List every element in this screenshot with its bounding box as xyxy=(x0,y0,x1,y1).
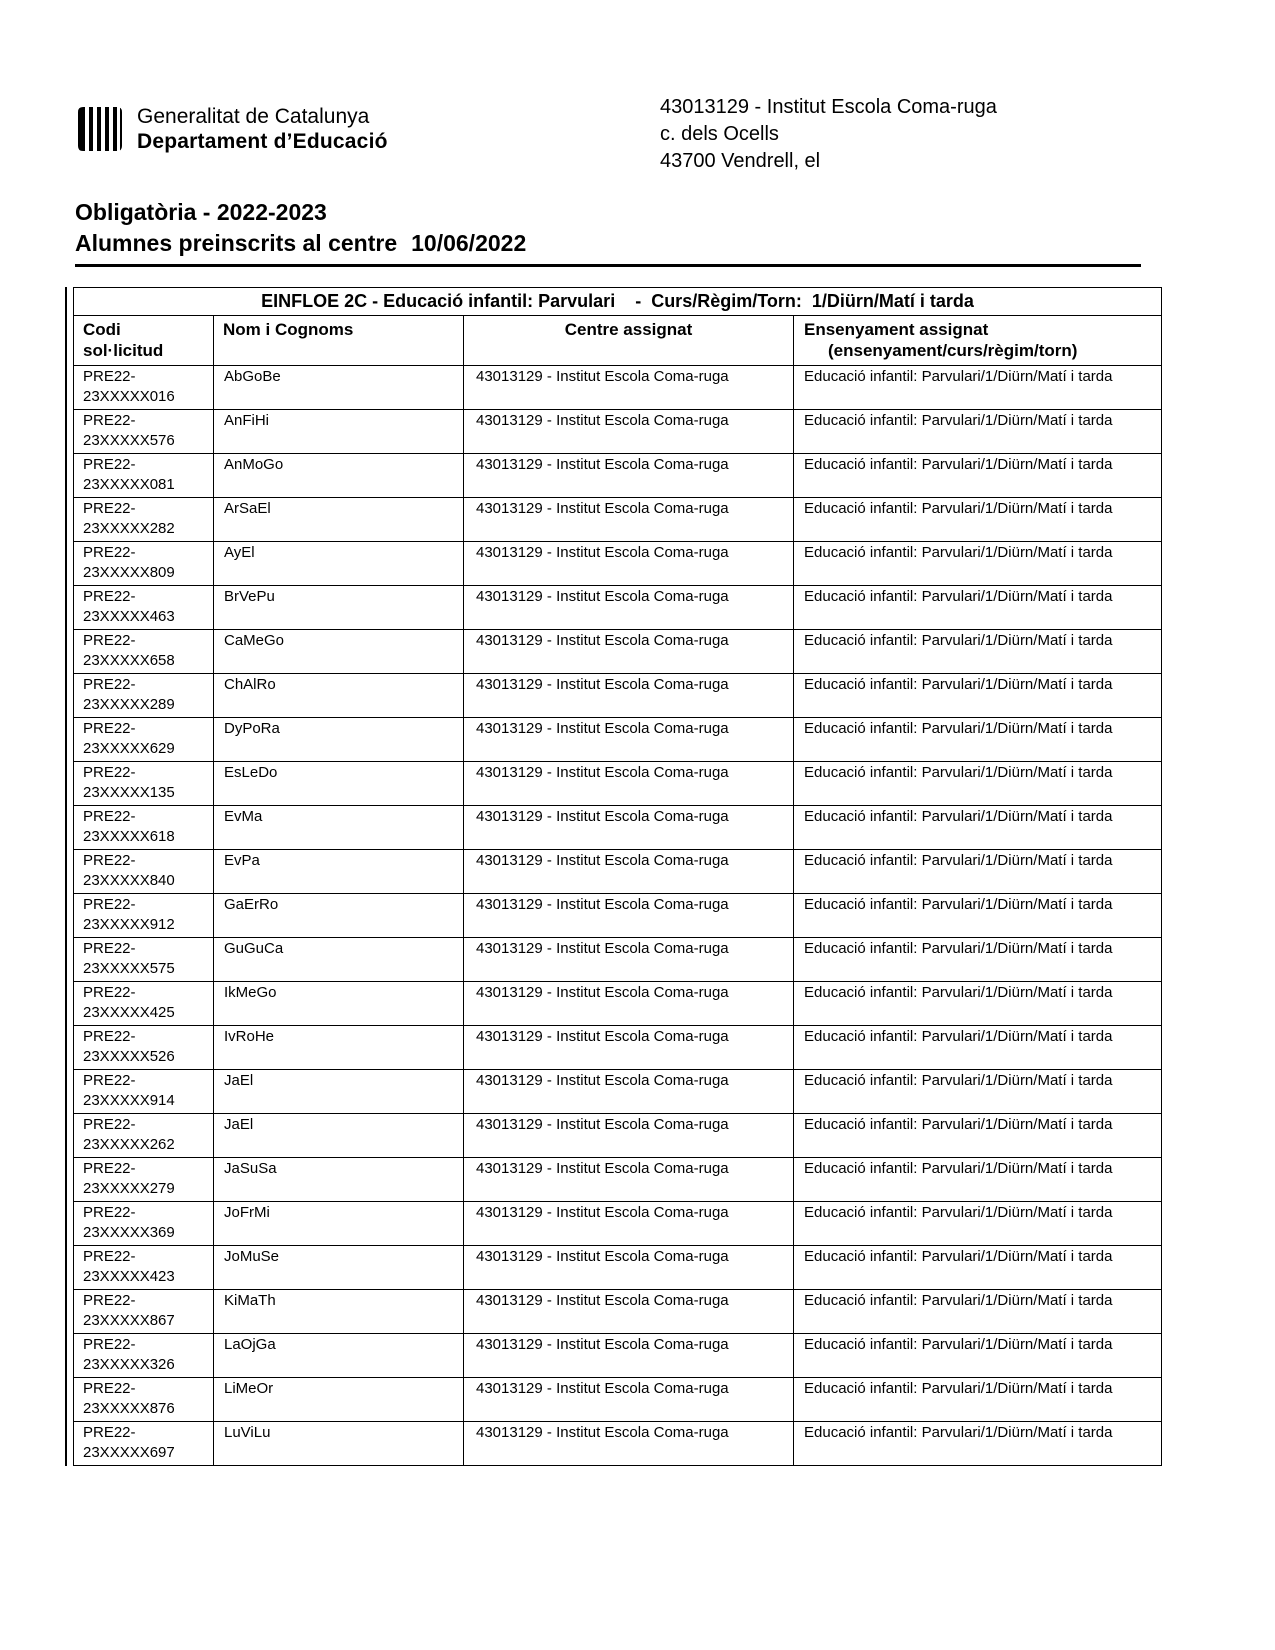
cell-ensenyament: Educació infantil: Parvulari/1/Diürn/Matí i tarda xyxy=(794,498,1162,542)
cell-codi: PRE22- 23XXXXX526 xyxy=(74,1026,214,1070)
table-body xyxy=(74,366,1162,1466)
cell-centre: 43013129 - Institut Escola Coma-ruga xyxy=(464,1114,794,1158)
cell-centre: 43013129 - Institut Escola Coma-ruga xyxy=(464,894,794,938)
cell-centre: 43013129 - Institut Escola Coma-ruga xyxy=(464,498,794,542)
cell-centre: 43013129 - Institut Escola Coma-ruga xyxy=(464,410,794,454)
cell-codi: PRE22- 23XXXXX697 xyxy=(74,1422,214,1466)
cell-ensenyament: Educació infantil: Parvulari/1/Diürn/Matí i tarda xyxy=(794,1202,1162,1246)
table-row xyxy=(74,1114,1162,1158)
title-date: 10/06/2022 xyxy=(411,230,527,256)
cell-ensenyament: Educació infantil: Parvulari/1/Diürn/Matí i tarda xyxy=(794,1290,1162,1334)
table-row xyxy=(74,894,1162,938)
cell-ensenyament: Educació infantil: Parvulari/1/Diürn/Matí i tarda xyxy=(794,410,1162,454)
students-table xyxy=(73,287,1162,1466)
table-row xyxy=(74,1334,1162,1378)
cell-ensenyament: Educació infantil: Parvulari/1/Diürn/Matí i tarda xyxy=(794,982,1162,1026)
cell-ensenyament: Educació infantil: Parvulari/1/Diürn/Matí i tarda xyxy=(794,718,1162,762)
cell-ensenyament: Educació infantil: Parvulari/1/Diürn/Matí i tarda xyxy=(794,1158,1162,1202)
generalitat-logo-icon xyxy=(75,104,125,154)
cell-centre: 43013129 - Institut Escola Coma-ruga xyxy=(464,366,794,410)
table-row xyxy=(74,630,1162,674)
table-row xyxy=(74,806,1162,850)
cell-nom: AbGoBe xyxy=(214,366,464,410)
school-address-block xyxy=(660,94,997,175)
col-header-ensenyament: Ensenyament assignat (ensenyament/curs/règim/torn) xyxy=(794,316,1162,366)
cell-centre: 43013129 - Institut Escola Coma-ruga xyxy=(464,586,794,630)
cell-centre: 43013129 - Institut Escola Coma-ruga xyxy=(464,1378,794,1422)
table-row xyxy=(74,366,1162,410)
cell-ensenyament: Educació infantil: Parvulari/1/Diürn/Matí i tarda xyxy=(794,542,1162,586)
table-row xyxy=(74,674,1162,718)
cell-ensenyament: Educació infantil: Parvulari/1/Diürn/Matí i tarda xyxy=(794,674,1162,718)
cell-centre: 43013129 - Institut Escola Coma-ruga xyxy=(464,982,794,1026)
cell-centre: 43013129 - Institut Escola Coma-ruga xyxy=(464,1202,794,1246)
cell-codi: PRE22- 23XXXXX423 xyxy=(74,1246,214,1290)
title-line1: Obligatòria - 2022-2023 xyxy=(75,199,327,225)
cell-codi: PRE22- 23XXXXX463 xyxy=(74,586,214,630)
table-row xyxy=(74,1026,1162,1070)
cell-ensenyament: Educació infantil: Parvulari/1/Diürn/Matí i tarda xyxy=(794,1070,1162,1114)
cell-centre: 43013129 - Institut Escola Coma-ruga xyxy=(464,542,794,586)
table-row xyxy=(74,410,1162,454)
cell-nom: EvPa xyxy=(214,850,464,894)
cell-nom: IvRoHe xyxy=(214,1026,464,1070)
cell-ensenyament: Educació infantil: Parvulari/1/Diürn/Matí i tarda xyxy=(794,1422,1162,1466)
table-group-header-row xyxy=(74,288,1162,316)
table-row xyxy=(74,1202,1162,1246)
table-row xyxy=(74,1246,1162,1290)
cell-ensenyament: Educació infantil: Parvulari/1/Diürn/Matí i tarda xyxy=(794,1114,1162,1158)
cell-codi: PRE22- 23XXXXX262 xyxy=(74,1114,214,1158)
cell-centre: 43013129 - Institut Escola Coma-ruga xyxy=(464,806,794,850)
table-row xyxy=(74,1422,1162,1466)
school-code-name: 43013129 - Institut Escola Coma-ruga xyxy=(660,96,997,118)
cell-codi: PRE22- 23XXXXX867 xyxy=(74,1290,214,1334)
cell-centre: 43013129 - Institut Escola Coma-ruga xyxy=(464,1334,794,1378)
cell-codi: PRE22- 23XXXXX279 xyxy=(74,1158,214,1202)
title-block xyxy=(75,198,1141,267)
cell-codi: PRE22- 23XXXXX618 xyxy=(74,806,214,850)
cell-ensenyament: Educació infantil: Parvulari/1/Diürn/Matí i tarda xyxy=(794,586,1162,630)
cell-nom: AyEl xyxy=(214,542,464,586)
cell-ensenyament: Educació infantil: Parvulari/1/Diürn/Matí i tarda xyxy=(794,1026,1162,1070)
table-row xyxy=(74,850,1162,894)
cell-nom: DyPoRa xyxy=(214,718,464,762)
cell-ensenyament: Educació infantil: Parvulari/1/Diürn/Matí i tarda xyxy=(794,1378,1162,1422)
cell-ensenyament: Educació infantil: Parvulari/1/Diürn/Matí i tarda xyxy=(794,630,1162,674)
col-header-centre: Centre assignat xyxy=(464,316,794,366)
table-row xyxy=(74,1378,1162,1422)
cell-nom: JaSuSa xyxy=(214,1158,464,1202)
cell-ensenyament: Educació infantil: Parvulari/1/Diürn/Matí i tarda xyxy=(794,850,1162,894)
cell-nom: IkMeGo xyxy=(214,982,464,1026)
cell-nom: JoMuSe xyxy=(214,1246,464,1290)
cell-nom: EsLeDo xyxy=(214,762,464,806)
table-row xyxy=(74,938,1162,982)
table-row xyxy=(74,542,1162,586)
cell-nom: GaErRo xyxy=(214,894,464,938)
org-name-line2: Departament d’Educació xyxy=(137,130,388,153)
cell-codi: PRE22- 23XXXXX016 xyxy=(74,366,214,410)
cell-centre: 43013129 - Institut Escola Coma-ruga xyxy=(464,454,794,498)
table-row xyxy=(74,1290,1162,1334)
cell-codi: PRE22- 23XXXXX326 xyxy=(74,1334,214,1378)
school-street: c. dels Ocells xyxy=(660,123,779,145)
table-row xyxy=(74,762,1162,806)
cell-nom: LuViLu xyxy=(214,1422,464,1466)
cell-nom: GuGuCa xyxy=(214,938,464,982)
table-row xyxy=(74,586,1162,630)
cell-nom: ArSaEl xyxy=(214,498,464,542)
col-header-codi: Codi sol·licitud xyxy=(74,316,214,366)
cell-nom: LiMeOr xyxy=(214,1378,464,1422)
cell-codi: PRE22- 23XXXXX369 xyxy=(74,1202,214,1246)
table-row xyxy=(74,718,1162,762)
org-name xyxy=(137,104,388,154)
cell-codi: PRE22- 23XXXXX840 xyxy=(74,850,214,894)
table-group-header: EINFLOE 2C - Educació infantil: Parvulari - Curs/Règim/Torn: 1/Diürn/Matí i tarda xyxy=(74,288,1162,316)
col-header-nom: Nom i Cognoms xyxy=(214,316,464,366)
cell-codi: PRE22- 23XXXXX135 xyxy=(74,762,214,806)
cell-nom: LaOjGa xyxy=(214,1334,464,1378)
cell-codi: PRE22- 23XXXXX425 xyxy=(74,982,214,1026)
cell-centre: 43013129 - Institut Escola Coma-ruga xyxy=(464,1026,794,1070)
cell-centre: 43013129 - Institut Escola Coma-ruga xyxy=(464,1422,794,1466)
cell-centre: 43013129 - Institut Escola Coma-ruga xyxy=(464,1070,794,1114)
cell-codi: PRE22- 23XXXXX876 xyxy=(74,1378,214,1422)
cell-codi: PRE22- 23XXXXX629 xyxy=(74,718,214,762)
cell-ensenyament: Educació infantil: Parvulari/1/Diürn/Matí i tarda xyxy=(794,938,1162,982)
org-block xyxy=(75,104,388,154)
cell-ensenyament: Educació infantil: Parvulari/1/Diürn/Matí i tarda xyxy=(794,762,1162,806)
cell-nom: AnFiHi xyxy=(214,410,464,454)
cell-ensenyament: Educació infantil: Parvulari/1/Diürn/Matí i tarda xyxy=(794,806,1162,850)
cell-centre: 43013129 - Institut Escola Coma-ruga xyxy=(464,718,794,762)
cell-codi: PRE22- 23XXXXX282 xyxy=(74,498,214,542)
school-city: 43700 Vendrell, el xyxy=(660,150,821,172)
cell-ensenyament: Educació infantil: Parvulari/1/Diürn/Matí i tarda xyxy=(794,1246,1162,1290)
cell-nom: JaEl xyxy=(214,1114,464,1158)
table-row xyxy=(74,498,1162,542)
table-row xyxy=(74,982,1162,1026)
cell-nom: KiMaTh xyxy=(214,1290,464,1334)
table-row xyxy=(74,454,1162,498)
cell-codi: PRE22- 23XXXXX912 xyxy=(74,894,214,938)
table-wrap xyxy=(65,287,1153,1466)
cell-centre: 43013129 - Institut Escola Coma-ruga xyxy=(464,630,794,674)
cell-codi: PRE22- 23XXXXX658 xyxy=(74,630,214,674)
title-line2-text: Alumnes preinscrits al centre xyxy=(75,230,398,256)
cell-ensenyament: Educació infantil: Parvulari/1/Diürn/Matí i tarda xyxy=(794,1334,1162,1378)
cell-codi: PRE22- 23XXXXX914 xyxy=(74,1070,214,1114)
cell-nom: CaMeGo xyxy=(214,630,464,674)
cell-centre: 43013129 - Institut Escola Coma-ruga xyxy=(464,850,794,894)
cell-nom: JoFrMi xyxy=(214,1202,464,1246)
cell-codi: PRE22- 23XXXXX575 xyxy=(74,938,214,982)
table-column-header-row xyxy=(74,316,1162,366)
cell-codi: PRE22- 23XXXXX081 xyxy=(74,454,214,498)
cell-codi: PRE22- 23XXXXX576 xyxy=(74,410,214,454)
cell-nom: ChAlRo xyxy=(214,674,464,718)
cell-centre: 43013129 - Institut Escola Coma-ruga xyxy=(464,762,794,806)
cell-codi: PRE22- 23XXXXX289 xyxy=(74,674,214,718)
table-row xyxy=(74,1070,1162,1114)
cell-nom: EvMa xyxy=(214,806,464,850)
org-name-line1: Generalitat de Catalunya xyxy=(137,105,370,128)
title-line2 xyxy=(75,229,1141,257)
cell-ensenyament: Educació infantil: Parvulari/1/Diürn/Matí i tarda xyxy=(794,366,1162,410)
cell-nom: JaEl xyxy=(214,1070,464,1114)
title-rule xyxy=(75,264,1141,267)
cell-centre: 43013129 - Institut Escola Coma-ruga xyxy=(464,1290,794,1334)
cell-codi: PRE22- 23XXXXX809 xyxy=(74,542,214,586)
cell-centre: 43013129 - Institut Escola Coma-ruga xyxy=(464,938,794,982)
cell-ensenyament: Educació infantil: Parvulari/1/Diürn/Matí i tarda xyxy=(794,454,1162,498)
cell-nom: BrVePu xyxy=(214,586,464,630)
table-row xyxy=(74,1158,1162,1202)
cell-centre: 43013129 - Institut Escola Coma-ruga xyxy=(464,1158,794,1202)
cell-ensenyament: Educació infantil: Parvulari/1/Diürn/Matí i tarda xyxy=(794,894,1162,938)
cell-centre: 43013129 - Institut Escola Coma-ruga xyxy=(464,674,794,718)
cell-nom: AnMoGo xyxy=(214,454,464,498)
cell-centre: 43013129 - Institut Escola Coma-ruga xyxy=(464,1246,794,1290)
